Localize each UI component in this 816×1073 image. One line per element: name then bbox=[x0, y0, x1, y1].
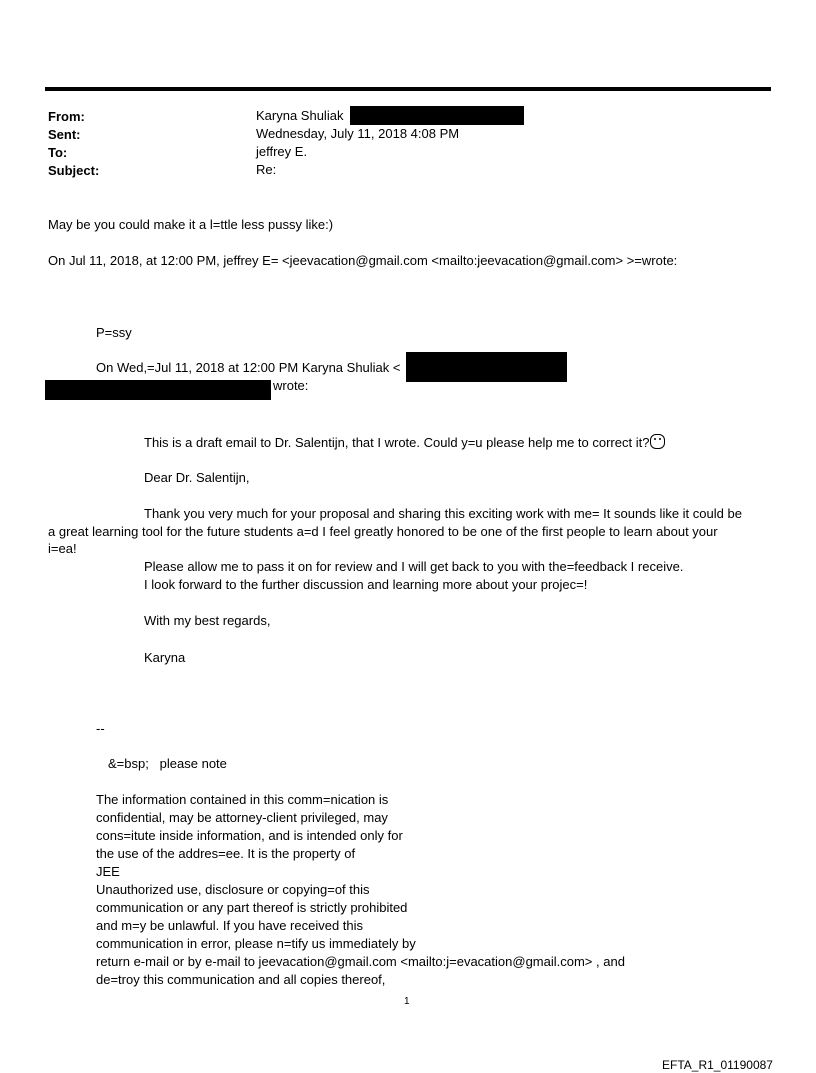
disclaimer-line: cons=itute inside information, and is intended only for bbox=[96, 828, 403, 843]
disclaimer-line: confidential, may be attorney-client privileged, may bbox=[96, 810, 388, 825]
document-id: EFTA_R1_01190087 bbox=[662, 1058, 773, 1072]
salutation: Dear Dr. Salentijn, bbox=[144, 470, 250, 485]
sent-label: Sent: bbox=[48, 127, 81, 142]
subject-label: Subject: bbox=[48, 163, 100, 178]
inner-quote-intro: On Wed,=Jul 11, 2018 at 12:00 PM Karyna Shuliak < bbox=[96, 360, 401, 375]
to-label: To: bbox=[48, 145, 68, 160]
sig-separator: -- bbox=[96, 721, 105, 736]
closing: With my best regards, bbox=[144, 613, 271, 628]
subject-value: Re: bbox=[256, 162, 277, 177]
draft-intro-text: This is a draft email to Dr. Salentijn, that I wrote. Could y=u please help me to correct it? bbox=[144, 435, 650, 450]
page-number: 1 bbox=[404, 996, 410, 1007]
signature-name: Karyna bbox=[144, 650, 186, 665]
pssy-line: P=ssy bbox=[96, 325, 132, 340]
disclaimer bbox=[96, 791, 625, 989]
please-note: &=bsp; please note bbox=[108, 756, 227, 771]
disclaimer-line: communication or any part thereof is strictly prohibited bbox=[96, 900, 408, 915]
forward-line: I look forward to the further discussion and learning more about your projec=! bbox=[144, 577, 588, 592]
allow-line: Please allow me to pass it on for review and I will get back to you with the=feedback I receive. bbox=[144, 559, 684, 574]
reply-line: May be you could make it a l=ttle less pussy like:) bbox=[48, 217, 334, 232]
disclaimer-line: return e-mail or by e-mail to jeevacation@gmail.com <mailto:j=evacation@gmail.com> , and bbox=[96, 954, 625, 969]
thanks-line-1: Thank you very much for your proposal and sharing this exciting work with me= It sounds like it could be bbox=[144, 506, 742, 521]
thanks-line-2: a great learning tool for the future students a=d I feel greatly honored to be one of the first people to learn about your bbox=[48, 524, 718, 539]
sent-value: Wednesday, July 11, 2018 4:08 PM bbox=[256, 126, 460, 141]
disclaimer-line: and m=y be unlawful. If you have received this bbox=[96, 918, 364, 933]
disclaimer-line: The information contained in this comm=nication is bbox=[96, 792, 389, 807]
from-value: Karyna Shuliak bbox=[256, 108, 344, 123]
to-value: jeffrey E. bbox=[256, 144, 308, 159]
disclaimer-line: communication in error, please n=tify us immediately by bbox=[96, 936, 416, 951]
redaction-box bbox=[350, 106, 524, 125]
disclaimer-line: JEE bbox=[96, 864, 120, 879]
disclaimer-line: de=troy this communication and all copies thereof, bbox=[96, 972, 386, 987]
redaction-box bbox=[406, 352, 567, 382]
disclaimer-line: the use of the addres=ee. It is the property of bbox=[96, 846, 356, 861]
headphones-smiley-icon bbox=[650, 434, 665, 449]
thanks-line-3: i=ea! bbox=[48, 541, 77, 556]
redaction-box bbox=[45, 380, 271, 400]
from-label: From: bbox=[48, 109, 85, 124]
quote-intro: On Jul 11, 2018, at 12:00 PM, jeffrey E= <jeevacation@gmail.com <mailto:jeevacation@gmail.com> >=wrote: bbox=[48, 253, 678, 268]
inner-quote-wrote: wrote: bbox=[273, 378, 309, 393]
disclaimer-line: Unauthorized use, disclosure or copying=of this bbox=[96, 882, 370, 897]
draft-intro bbox=[144, 434, 665, 451]
header-rule bbox=[45, 87, 771, 91]
